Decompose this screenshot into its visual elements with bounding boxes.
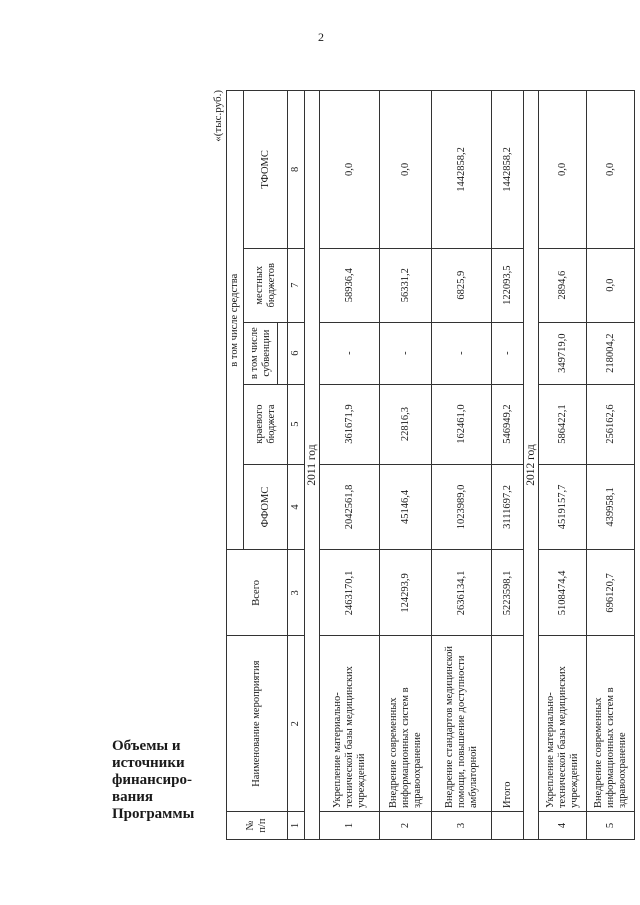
units-label: «(тыс.руб.) — [212, 90, 224, 142]
total-row — [492, 91, 524, 840]
header-name: Наименование мероприятия — [227, 636, 288, 812]
row-name: Внедрение современных информационных систем в здравоохранение — [380, 636, 432, 812]
row-regional: 361671,9 — [320, 384, 380, 464]
year-2011-label: 2011 год — [305, 91, 320, 840]
side-title-line: Программы — [112, 806, 195, 822]
side-title — [112, 738, 202, 848]
header-total: Всего — [227, 550, 288, 636]
row-name: Внедрение стандартов медицинской помощи, повышение доступности амбулаторной — [432, 636, 492, 812]
row-ffoms: 2042561,8 — [320, 464, 380, 550]
column-number-row — [288, 91, 305, 840]
table-row — [380, 91, 432, 840]
side-title-line: источники — [112, 755, 185, 771]
header-tfoms: ТФОМС — [244, 91, 288, 249]
row-num: 5 — [587, 812, 635, 840]
header-row — [227, 91, 244, 840]
row-regional: 256162,6 — [587, 384, 635, 464]
table-row — [320, 91, 380, 840]
row-local: 58936,4 — [320, 248, 380, 322]
row-regional: 546949,2 — [492, 384, 524, 464]
side-title-line: финансиро- — [112, 772, 192, 788]
row-subventions: 218004,2 — [587, 322, 635, 384]
row-num: 4 — [539, 812, 587, 840]
row-num: 1 — [320, 812, 380, 840]
row-local: 6825,9 — [432, 248, 492, 322]
row-tfoms: 0,0 — [320, 91, 380, 249]
col-number: 1 — [288, 812, 305, 840]
row-total: 2463170,1 — [320, 550, 380, 636]
header-num: № п/п — [227, 812, 288, 840]
row-total: 124293,9 — [380, 550, 432, 636]
row-ffoms: 439958,1 — [587, 464, 635, 550]
row-subventions: 349719,0 — [539, 322, 587, 384]
row-subventions: - — [432, 322, 492, 384]
col-number: 5 — [288, 384, 305, 464]
header-including: в том числе средства — [227, 91, 244, 550]
row-local: 0,0 — [587, 248, 635, 322]
table-row — [432, 91, 492, 840]
row-total: 5223598,1 — [492, 550, 524, 636]
col-number: 8 — [288, 91, 305, 249]
row-num: 2 — [380, 812, 432, 840]
row-tfoms: 1442858,2 — [492, 91, 524, 249]
funding-table-container — [212, 90, 628, 840]
year-2012-label: 2012 год — [524, 91, 539, 840]
row-subventions: - — [492, 322, 524, 384]
table-row — [587, 91, 635, 840]
row-total: 2636134,1 — [432, 550, 492, 636]
row-regional: 22816,3 — [380, 384, 432, 464]
row-name: Итого — [492, 636, 524, 812]
row-name: Внедрение современных информационных систем в здравоохранение — [587, 636, 635, 812]
row-num: 3 — [432, 812, 492, 840]
funding-table — [226, 90, 635, 840]
row-name: Укрепление материально-технической базы медицинских учреждений — [320, 636, 380, 812]
header-subventions: в том числе субвенции — [244, 322, 278, 384]
col-number: 2 — [288, 636, 305, 812]
side-title-line: Объемы и — [112, 738, 181, 754]
row-subventions: - — [380, 322, 432, 384]
row-total: 5108474,4 — [539, 550, 587, 636]
row-regional: 162461,0 — [432, 384, 492, 464]
row-local: 56331,2 — [380, 248, 432, 322]
row-ffoms: 45146,4 — [380, 464, 432, 550]
row-tfoms: 0,0 — [380, 91, 432, 249]
row-total: 696120,7 — [587, 550, 635, 636]
col-number: 3 — [288, 550, 305, 636]
col-number: 4 — [288, 464, 305, 550]
page-number: 2 — [318, 30, 324, 44]
col-number: 7 — [288, 248, 305, 322]
row-name: Укрепление материально-технической базы медицинских учреждений — [539, 636, 587, 812]
row-subventions: - — [320, 322, 380, 384]
row-ffoms: 3111697,2 — [492, 464, 524, 550]
header-regional: краевого бюджета — [244, 384, 288, 464]
row-regional: 586422,1 — [539, 384, 587, 464]
table-row — [539, 91, 587, 840]
row-num — [492, 812, 524, 840]
row-local: 122093,5 — [492, 248, 524, 322]
year-row — [524, 91, 539, 840]
header-local: местных бюджетов — [244, 248, 288, 322]
row-tfoms: 1442858,2 — [432, 91, 492, 249]
header-ffoms: ФФОМС — [244, 464, 288, 550]
year-row — [305, 91, 320, 840]
col-number: 6 — [288, 322, 305, 384]
row-local: 2894,6 — [539, 248, 587, 322]
side-title-line: вания — [112, 789, 154, 805]
row-tfoms: 0,0 — [539, 91, 587, 249]
row-tfoms: 0,0 — [587, 91, 635, 249]
header-spacer — [278, 322, 288, 384]
row-ffoms: 1023989,0 — [432, 464, 492, 550]
row-ffoms: 4519157,7 — [539, 464, 587, 550]
